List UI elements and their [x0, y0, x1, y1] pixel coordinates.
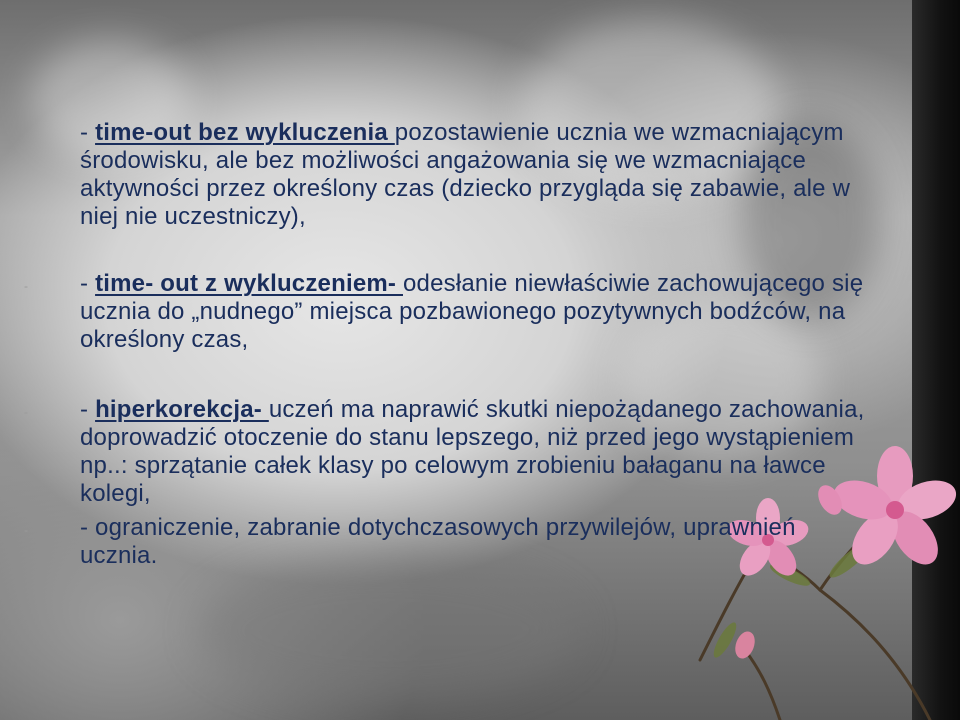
item-description: - ograniczenie, zabranie dotychczasowych przywilejów, uprawnień ucznia. — [80, 514, 796, 569]
item-description: pozostawienie ucznia we wzmacniającym środowisku, ale bez możliwości angażowania się we wzmacniające aktywności przez określony czas (dziecko przygląda się zabawie, ale w niej nie uczestniczy), — [80, 119, 851, 230]
bullet-marker: - — [24, 405, 28, 419]
item-description: odesłanie niewłaściwie zachowującego się ucznia do „nudnego” miejsca pozbawionego pozytywnych bodźców, na określony czas, — [80, 270, 864, 353]
item-term: hiperkorekcja- — [95, 396, 269, 423]
bullet-marker: - — [24, 523, 28, 537]
list-item-time-out-without-exclusion — [80, 119, 870, 231]
item-prefix: - — [80, 396, 96, 423]
bullet-marker: - — [24, 128, 28, 142]
item-term: time- out z wykluczeniem- — [95, 270, 403, 297]
item-prefix: - — [80, 119, 96, 146]
item-term: time-out bez wykluczenia — [95, 119, 395, 146]
item-description: uczeń ma naprawić skutki niepożądanego zachowania, doprowadzić otoczenie do stanu lepszego, niż przed jego wystąpieniem np..: sprzątanie całek klasy po celowym zrobieniu bałaganu na ławce kolegi, — [80, 396, 865, 507]
item-prefix: - — [80, 270, 96, 297]
bullet-marker: - — [24, 279, 28, 293]
list-item-restriction — [80, 514, 870, 570]
list-item-hypercorrection — [80, 396, 870, 508]
list-item-time-out-with-exclusion — [80, 270, 870, 354]
